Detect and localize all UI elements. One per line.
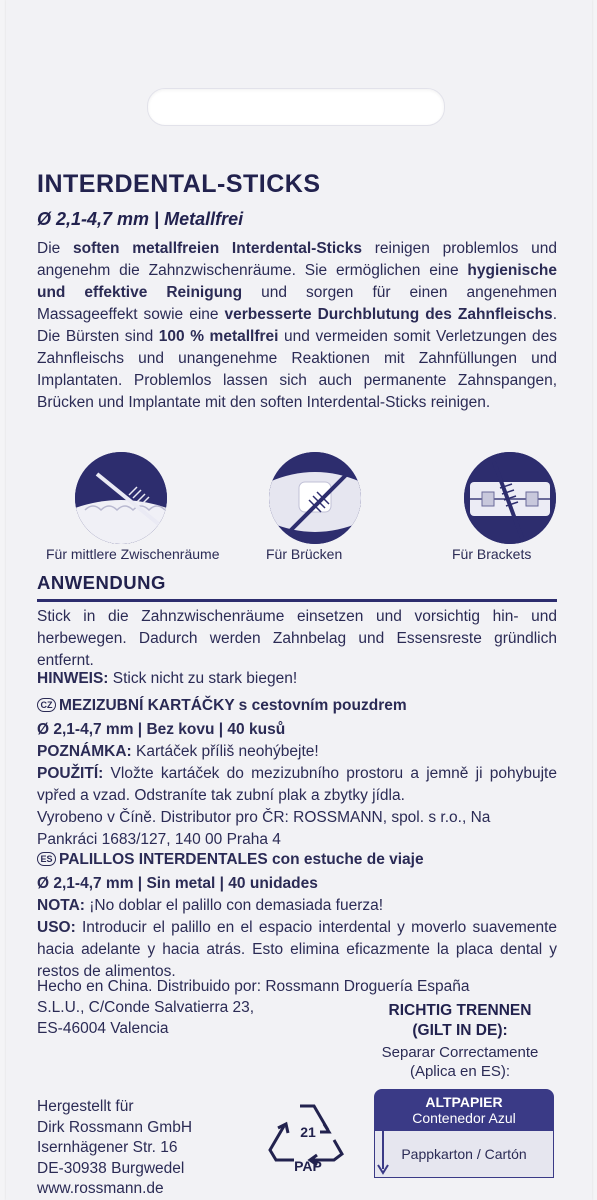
manufacturer-line3: Isernhägener Str. 16 xyxy=(37,1139,178,1156)
cz-heading: MEZIZUBNÍ KARTÁČKY s cestovním pouzdrem xyxy=(59,697,407,714)
hinweis-label: HINWEIS: xyxy=(37,670,109,687)
es-heading-line xyxy=(37,851,424,869)
anwendung-text: Stick in die Zahnzwischenräume einsetzen und vorsichtig hin- und herbewegen. Dadurch werden Zahnbelag und Essensreste gründlich entfernt. xyxy=(37,608,557,669)
intro-text-run: und vermeiden somit Verletzungen des Zahnfleischs und unangenehme Reaktionen mit Zahnfüllungen und Implantaten. Problemlos lassen sich auch permanente Zahnspangen, Brücken und Implantate mit den soften Interdental-Sticks reinigen. xyxy=(37,328,557,411)
es-badge: ES xyxy=(37,852,56,866)
cz-poznamka-label: POZNÁMKA: xyxy=(37,743,132,760)
anwendung-heading: ANWENDUNG xyxy=(37,572,166,593)
icon-label-zwischenraeume: Für mittlere Zwischenräume xyxy=(46,546,220,562)
es-uso-text: Introducir el palillo en el espacio interdental y moverlo suavemente hacia adelante y hacia atrás. Esto elimina eficazmente la placa dental y restos de alimentos. xyxy=(37,919,557,980)
cz-block xyxy=(37,719,557,851)
cz-pouziti xyxy=(37,763,557,807)
intro-bold-run: verbesserte Durchblutung des Zahnfleischs xyxy=(224,306,553,323)
es-hecho-line3: ES-46004 Valencia xyxy=(37,1020,169,1037)
product-title: INTERDENTAL-STICKS xyxy=(37,170,321,198)
es-nota-label: NOTA: xyxy=(37,897,85,914)
es-hecho-line2: S.L.U., C/Conde Salvatierra 23, xyxy=(37,999,255,1016)
cz-poznamka-text: Kartáček příliš neohýbejte! xyxy=(131,743,319,760)
manufacturer-line1: Hergestellt für xyxy=(37,1098,134,1115)
manufacturer-website: www.rossmann.de xyxy=(37,1180,164,1197)
manufacturer-address xyxy=(37,1097,192,1200)
manufacturer-line2: Dirk Rossmann GmbH xyxy=(37,1118,193,1136)
intro-text-run: Die xyxy=(37,240,73,257)
es-hecho-line1: Hecho en China. Distribuido por: Rossmann Droguería España xyxy=(37,978,470,995)
recycle-code-label: PAP xyxy=(294,1158,322,1174)
cz-poznamka xyxy=(37,741,557,763)
recycling-bin-box xyxy=(374,1089,554,1179)
altpapier-header xyxy=(374,1089,554,1131)
hinweis-text: Stick nicht zu stark biegen! xyxy=(108,670,298,687)
teeth-brush-icon xyxy=(75,452,167,544)
section-divider xyxy=(37,599,557,602)
richtig-trennen xyxy=(355,1001,565,1041)
cz-spec: Ø 2,1-4,7 mm | Bez kovu | 40 kusů xyxy=(37,721,286,738)
usage-icons xyxy=(37,452,557,567)
icon-label-bruecken: Für Brücken xyxy=(266,546,343,562)
intro-bold-run: soften metallfreien Interdental-Sticks xyxy=(72,240,362,257)
es-block xyxy=(37,873,557,983)
icon-label-brackets: Für Brackets xyxy=(452,546,532,562)
intro-text-run: und sorgen für einen angenehmen Massageeffekt sowie eine xyxy=(37,284,558,323)
separar-line1: Separar Correctamente xyxy=(381,1044,539,1061)
separar-line2: (Aplica en ES): xyxy=(409,1063,511,1080)
altpapier-label: ALTPAPIER xyxy=(425,1094,503,1110)
richtig-line1: RICHTIG TRENNEN xyxy=(388,1002,532,1019)
arrow-down-icon xyxy=(376,1131,390,1177)
bridge-brush-icon xyxy=(269,452,361,544)
contenedor-label: Contenedor Azul xyxy=(412,1110,516,1126)
cz-heading-line xyxy=(37,697,407,715)
cz-pouziti-label: POUŽITÍ: xyxy=(37,765,104,782)
intro-text-run: reinigen problemlos und angenehm die Zahnzwischenräume. Sie ermöglichen eine xyxy=(37,240,557,279)
recycle-code: 21 xyxy=(300,1124,316,1140)
intro-bold-run: hygienische und effektive Reinigung xyxy=(37,262,557,301)
cz-badge: CZ xyxy=(37,698,56,712)
pappkarton-label: Pappkarton / Cartón xyxy=(374,1131,554,1178)
cz-pouziti-text: Vložte kartáček do mezizubního prostoru a jemně ji pohybujte vpřed a vzad. Odstraníte tak zubní plak a zbytky jídla. xyxy=(37,765,557,804)
es-nota-text: ¡No doblar el palillo con demasiada fuerza! xyxy=(84,897,384,914)
manufacturer-line4: DE-30938 Burgwedel xyxy=(37,1159,185,1177)
richtig-line2: (GILT IN DE): xyxy=(412,1022,508,1039)
separar-correctamente xyxy=(355,1043,565,1081)
recycling-symbol xyxy=(262,1098,352,1178)
brackets-brush-icon xyxy=(464,452,556,544)
es-uso-label: USO: xyxy=(37,919,76,936)
intro-paragraph xyxy=(37,238,557,414)
intro-bold-run: 100 % metallfrei xyxy=(158,328,279,345)
es-spec: Ø 2,1-4,7 mm | Sin metal | 40 unidades xyxy=(37,875,318,892)
es-uso xyxy=(37,917,557,983)
product-subtitle: Ø 2,1-4,7 mm | Metallfrei xyxy=(37,209,244,229)
cz-vyrobeno: Vyrobeno v Číně. Distributor pro ČR: ROSSMANN, spol. s r.o., Na Pankráci 1683/127, 140 00 Praha 4 xyxy=(37,809,491,848)
hinweis-line xyxy=(37,670,297,688)
es-heading: PALILLOS INTERDENTALES con estuche de viaje xyxy=(59,851,424,868)
intro-text-run: . Die Bürsten sind xyxy=(37,306,557,345)
hang-hole xyxy=(147,88,445,126)
es-nota xyxy=(37,895,557,917)
